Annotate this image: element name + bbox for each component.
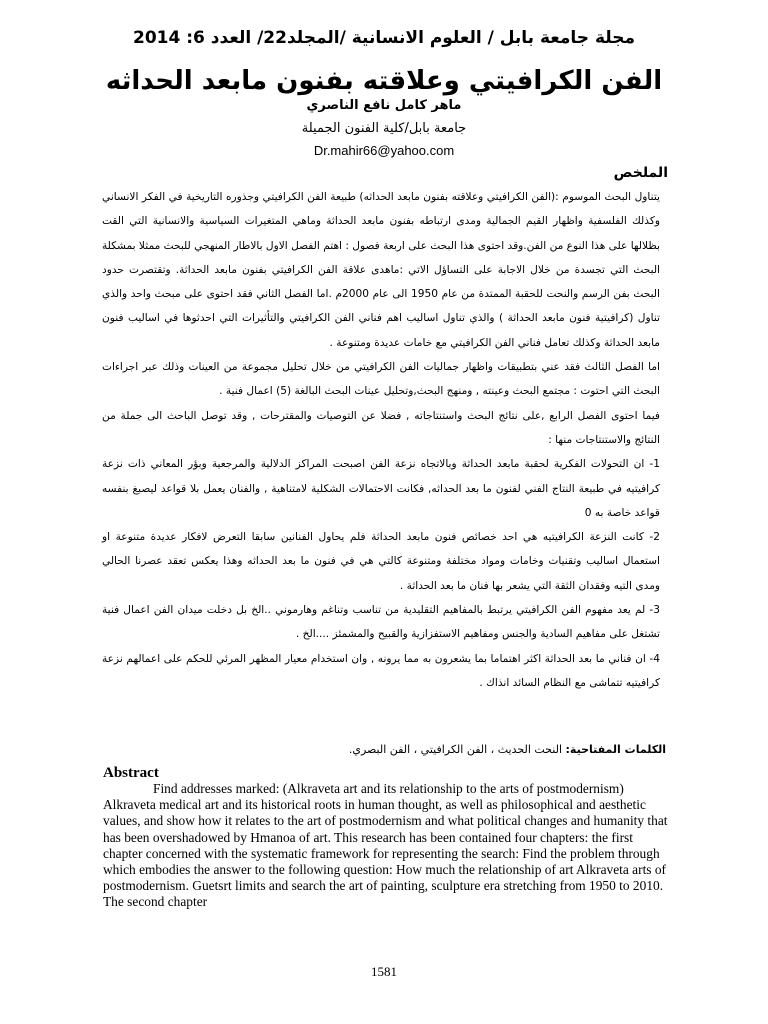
result-item-3: 3- لم يعد مفهوم الفن الكرافيتي يرتبط بالمفاهيم التقليدية من تناسب وتناغم وهارموني ..الخ بل دخلت ميدان الفن اعمال فنية تشتغل على مفاهيم السادية والجنس ومفاهيم الاستفزازية والقبيح والمشمئز ....الخ . [102, 604, 660, 641]
result-item-4: 4- ان فناني ما بعد الحداثة اكثر اهتماما بما يشعرون به مما يرونه , وان استخدام معيار المظهر المرئي للحكم على اعمالهم نزعة كرافيتيه تتماشى مع النظام السائد انذاك . [102, 652, 660, 689]
author-email[interactable]: Dr.mahir66@yahoo.com [313, 143, 455, 158]
page-number: 1581 [371, 964, 397, 979]
author-affiliation: جامعة بابل/كلية الفنون الجميلة [301, 121, 467, 136]
journal-header: مجلة جامعة بابل / العلوم الانسانية /المجلد22/ العدد 6: 2014 [133, 28, 635, 48]
result-item-2: 2- كانت النزعة الكرافيتيه هي احد خصائص فنون مابعد الحداثة فلم يحاول الفنانين سابقا التعرض لافكار عديدة متنوعة او استعمال اساليب وتقنيات وخامات ومواد مختلفة ومتنوعة كالتي هي في فنون ما بعد الحداثه وهذا يعكس تعقد عصرنا الحالي ومدى التيه وفقدان الثقة التي يشعر بها فنان ما بعد الحداثة . [102, 531, 660, 592]
keywords-label: الكلمات المفتاحية: [565, 743, 666, 756]
arabic-paragraph-3: فيما احتوى الفصل الرابع ,على نتائج البحث واستنتاجاته , فضلا عن التوصيات والمقترحات , وقد توصل الباحث الى جملة من النتائج والاستنتاجات منها : [102, 409, 660, 446]
arabic-abstract-heading: الملخص [613, 165, 668, 181]
result-item-1: 1- ان التحولات الفكرية لحقبة مابعد الحداثة وبالاتجاه نزعة الفن اصبحت المراكز الدلالية والمرجعية وبؤر المعاني ذات نزعة كرافيتيه في طبيعة النتاج الفني لفنون ما بعد الحداثه, فكانت الاحتمالات الشكلية لامتناهية , والفنان يعمل بلا قواعد ليصبغ بنفسه قواعد خاصة به 0 [102, 458, 660, 519]
arabic-paragraph-1: يتناول البحث الموسوم :(الفن الكرافيتي وعلاقته بفنون مابعد الحداثه) طبيعة الفن الكرافيتي وجذوره التاريخية في الفكر الانساني وكذلك الفلسفية واظهار القيم الجمالية ومدى ارتباطه بفنون مابعد الحداثة وماهي المتغيرات السياسية والانسانية التي القت بظلالها على هذا النوع من الفن.وقد احتوى هذا البحث على اربعة فصول : اهتم الفصل الاول بالاطار المنهجي للبحث ممثلا بمشكلة البحث التي تجسدة من خلال الاجابة على التساؤل الاتي :ماهدى علاقة الفن الكرافيتي بفنون مابعد الحداثة. وتقتصرت حدود البحث بفن الرسم والنحت للحقبة الممتدة من عام 1950 الى عام 2000م .اما الفصل الثاني فقد احتوى على مبحث واحد والذي تناول (كرافيتية فنون مابعد الحداثة ) والذي تناول اساليب اهم فناني الفن الكرافيتي والتأثيرات التي احدثوها في اساليب فنون مابعد الحداثة وكذلك تعامل فناني الفن الكرافيتي مع خامات عديدة ومتنوعة . [102, 191, 660, 349]
keywords-text: النحت الحديث ، الفن الكرافيتي ، الفن البصري. [348, 743, 563, 756]
keywords-line [349, 743, 666, 756]
english-abstract-text: Find addresses marked: (Alkraveta art and its relationship to the arts of postmodernism) Alkraveta medical art and its historical roots in human thought, as well as philosophical and aesthetic values, and show how it relates to the art of postmodernism and what political changes and humanity that has been overshadowed by Hmanoa of art. This research has been contained four chapters: the first chapter concerned with the systematic framework for representing the search: Find the problem through which embodies the answer to the following question: How much the relationship of art Alkraveta arts of postmodernism. Guetsrt limits and search the art of painting, sculpture era stretching from 1950 to 2010. The second chapter [103, 781, 668, 910]
arabic-abstract-body [102, 185, 660, 695]
english-abstract-body [103, 781, 668, 911]
author-name: ماهر كامل نافع الناصري [306, 98, 462, 113]
arabic-paragraph-2: اما الفصل الثالث فقد عني بتطبيقات واظهار جماليات الفن الكرافيتي من خلال تحليل مجموعة من العينات وذلك عبر اجراءات البحث التي احتوت : مجتمع البحث وعينته , ومنهج البحث,وتحليل عينات البحث البالغة (5) اعمال فنية . [102, 361, 660, 398]
english-abstract-heading: Abstract [103, 765, 159, 781]
paper-title: الفن الكرافيتي وعلاقته بفنون مابعد الحداثه [105, 66, 663, 96]
